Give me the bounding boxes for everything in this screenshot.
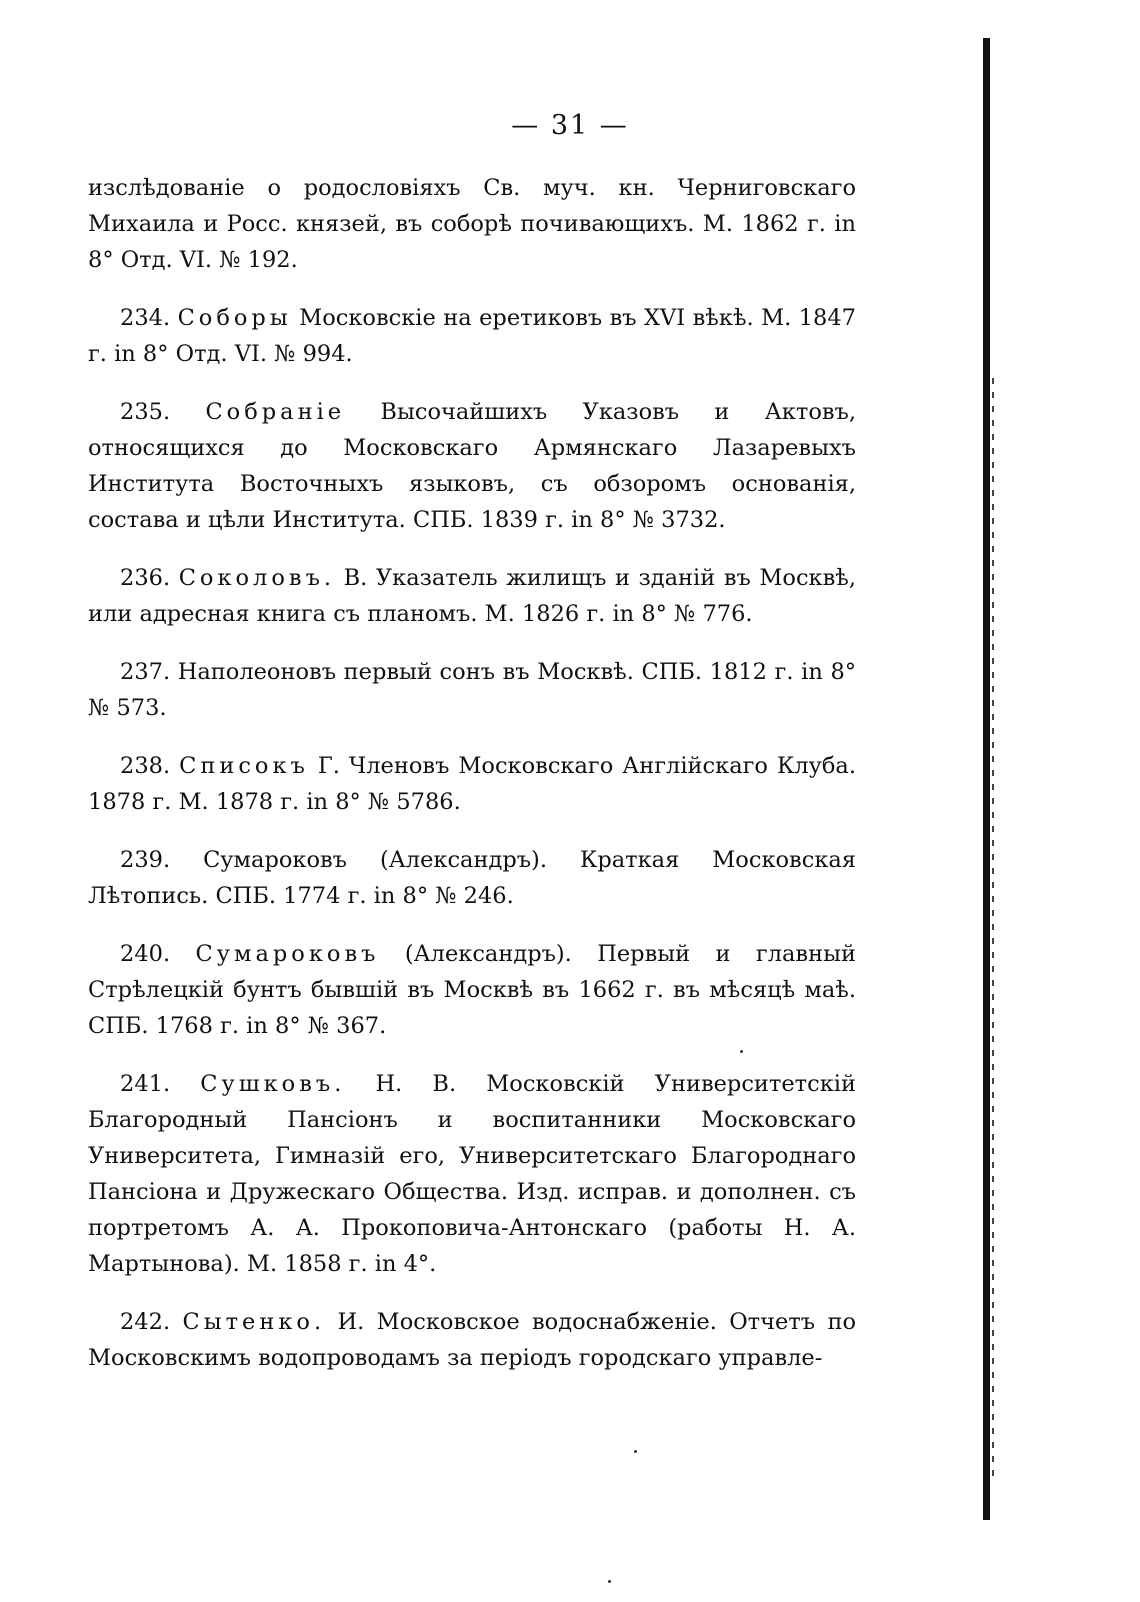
- entry-242: [88, 1304, 856, 1376]
- entry-240: [88, 936, 856, 1044]
- entry-title: Сушковъ.: [200, 1071, 346, 1097]
- entry-number: 237.: [120, 659, 171, 685]
- entry-body: И. Московское водоснабженіе. Отчетъ по Московскимъ водопроводамъ за періодъ городскаго управле-: [88, 1309, 856, 1371]
- entry-title: Списокъ: [179, 753, 309, 779]
- entry-236: [88, 560, 856, 632]
- entry-title: Соборы: [177, 305, 292, 331]
- entry-number: 234.: [120, 305, 171, 331]
- entry-number: 240.: [120, 941, 171, 967]
- entry-continuation: изслѣдованіе о родословіяхъ Св. муч. кн. Черниговскаго Михаила и Росс. князей, въ соборѣ почивающихъ. М. 1862 г. in 8° Отд. VI. № 192.: [88, 175, 856, 273]
- entry-238: [88, 748, 856, 820]
- entry-body: (Александръ). Краткая Московская Лѣтопись. СПБ. 1774 г. in 8° № 246.: [88, 847, 856, 909]
- scan-speck: [608, 1580, 611, 1583]
- entry-237: [88, 654, 856, 726]
- scan-speck: [740, 1050, 743, 1053]
- entry-body: (Александръ). Первый и главный Стрѣлецкій бунтъ бывшій въ Москвѣ въ 1662 г. въ мѣсяцѣ маѣ. СПБ. 1768 г. in 8° № 367.: [88, 941, 856, 1039]
- entry-body: В. Указатель жилищъ и зданій въ Москвѣ, или адресная книга съ планомъ. М. 1826 г. in 8° № 776.: [88, 565, 856, 627]
- entry-235: [88, 394, 856, 538]
- entry-title: Соколовъ.: [178, 565, 336, 591]
- page-number: — 31 —: [511, 110, 629, 141]
- entry-number: 236.: [120, 565, 171, 591]
- entry-241: [88, 1066, 856, 1282]
- entry-body: Г. Членовъ Московскаго Англійскаго Клуба. 1878 г. М. 1878 г. in 8° № 5786.: [88, 753, 856, 815]
- entry-number: 239.: [120, 847, 171, 873]
- entry-number: 235.: [120, 399, 171, 425]
- entry-title: Сумароковъ: [203, 847, 347, 873]
- entry-234: [88, 300, 856, 372]
- entry-body: Н. В. Московскій Университетскій Благородный Пансіонъ и воспитанники Московскаго Университета, Гимназій его, Университетскаго Благороднаго Пансіона и Дружескаго Общества. Изд. исправ. и дополнен. съ портретомъ А. А. Прокоповича-Антонскаго (работы Н. А. Мартынова). М. 1858 г. in 4°.: [88, 1071, 856, 1277]
- binding-edge-rule: [983, 38, 990, 1520]
- entry-title: Наполеоновъ первый сонъ въ Москвѣ.: [177, 659, 634, 685]
- entry-title: Сумароковъ: [195, 941, 380, 967]
- entry-number: 241.: [120, 1071, 171, 1097]
- text-block: [88, 170, 856, 1398]
- entry-239: [88, 842, 856, 914]
- entry-number: 242.: [120, 1309, 171, 1335]
- entry-number: 238.: [120, 753, 171, 779]
- entry-body: Высочайшихъ Указовъ и Актовъ, относящихся до Московскаго Армянскаго Лазаревыхъ Института Восточныхъ языковъ, съ обзоромъ основанія, состава и цѣли Института. СПБ. 1839 г. in 8° № 3732.: [88, 399, 856, 533]
- scan-speck: [634, 1450, 637, 1453]
- entry-body: Московскіе на еретиковъ въ XVI вѣкѣ. М. 1847 г. in 8° Отд. VI. № 994.: [88, 305, 856, 367]
- entry-body: СПБ. 1812 г. in 8° № 573.: [88, 659, 857, 721]
- entry-title: Собраніе: [205, 399, 346, 425]
- entry-title: Сытенко.: [182, 1309, 326, 1335]
